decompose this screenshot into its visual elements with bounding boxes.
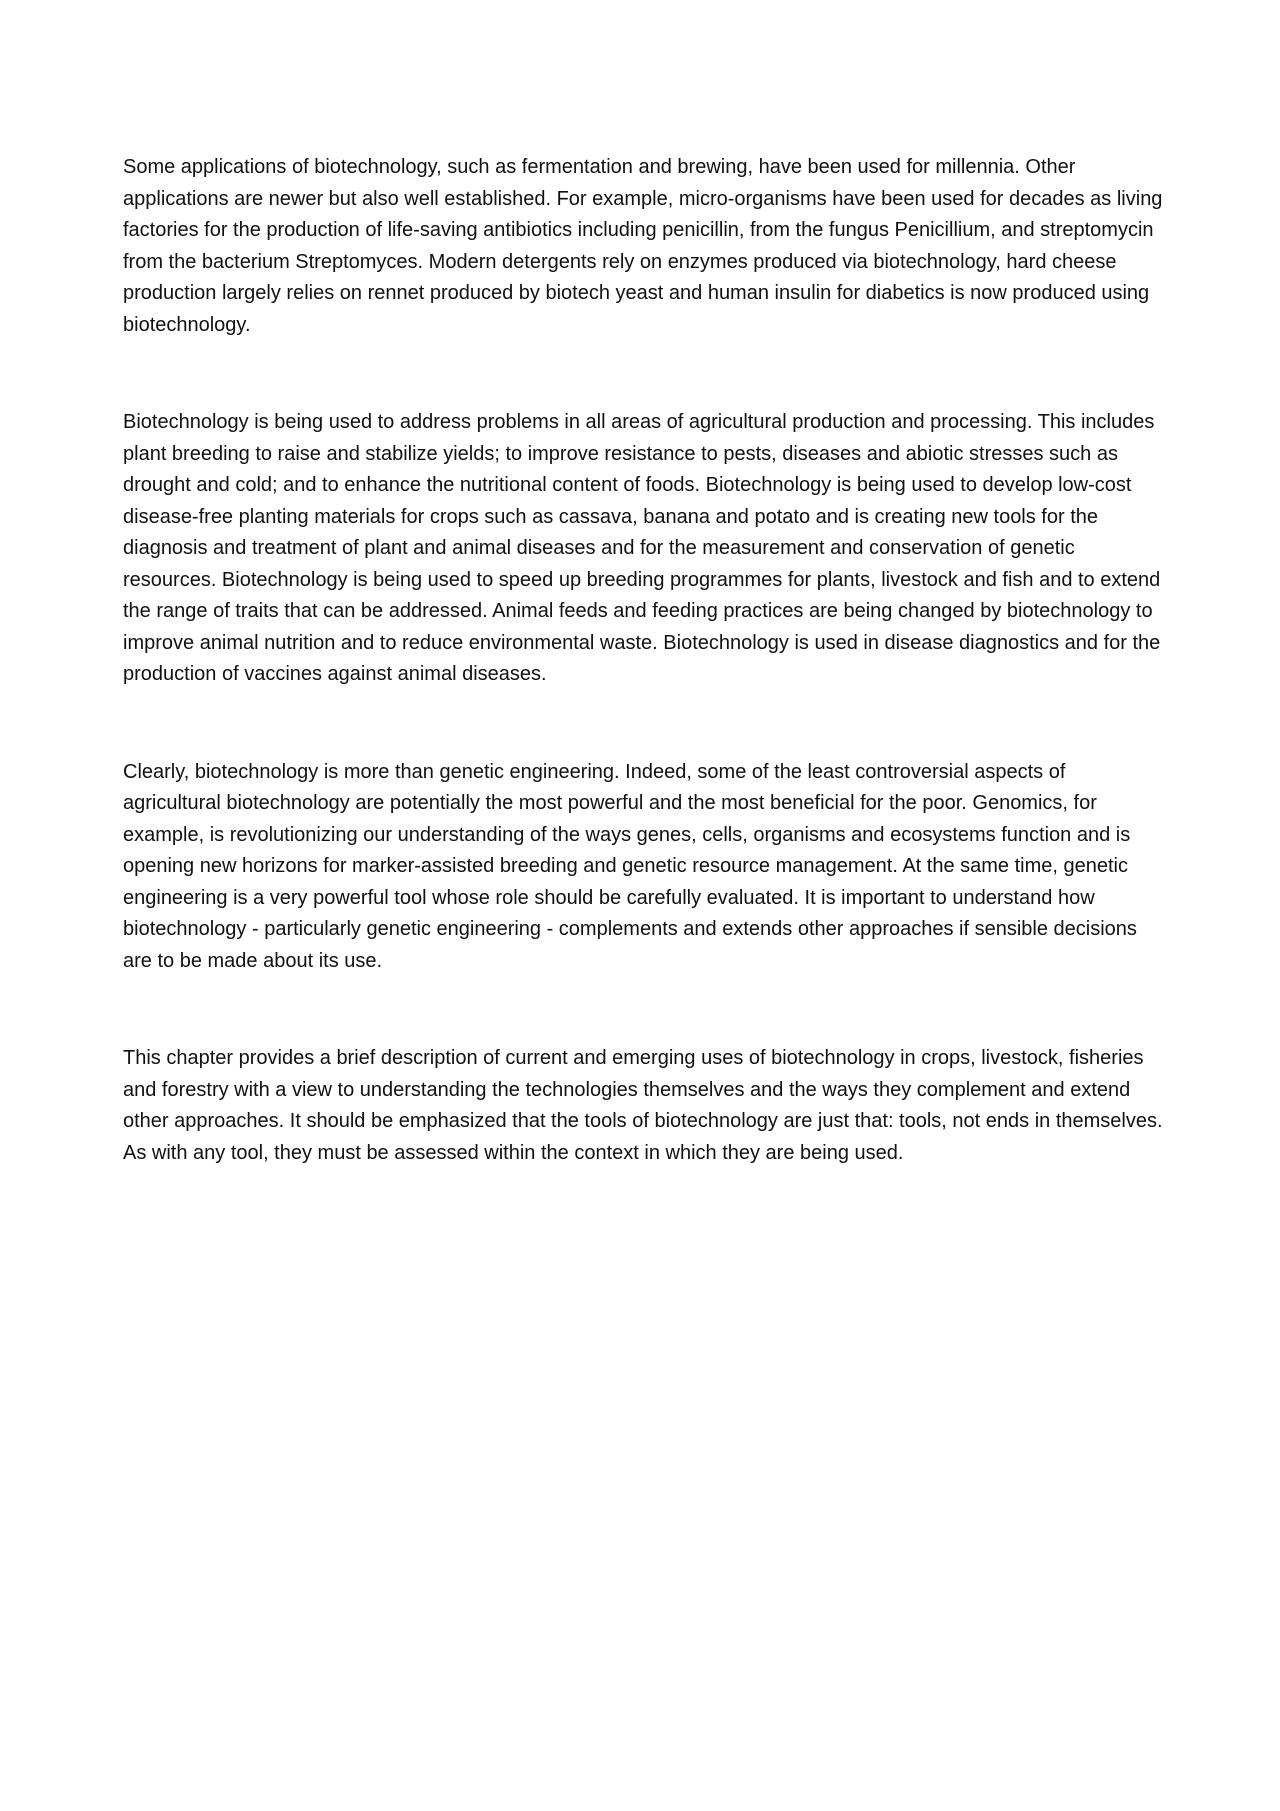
paragraph-agricultural-uses: Biotechnology is being used to address problems in all areas of agricultural production and processing. This includes plant breeding to raise and stabilize yields; to improve resistance to pests, diseases and abiotic stresses such as drought and cold; and to enhance the nutritional content of foods. Biotechnology is being used to develop low-cost disease-free planting materials for crops such as cassava, banana and potato and is creating new tools for the diagnosis and treatment of plant and animal diseases and for the measurement and conservation of genetic resources. Biotechnology is being used to speed up breeding programmes for plants, livestock and fish and to extend the range of traits that can be addressed. Animal feeds and feeding practices are being changed by biotechnology to improve animal nutrition and to reduce environmental waste. Biotechnology is used in disease diagnostics and for the production of vaccines against animal diseases. — [123, 411, 1161, 685]
document-body — [123, 152, 1168, 1169]
paragraph-biotech-history: Some applications of biotechnology, such as fermentation and brewing, have been used for millennia. Other applications are newer but also well established. For example, micro-organisms have been used for decades as living factories for the production of life-saving antibiotics including penicillin, from the fungus Penicillium, and streptomycin from the bacterium Streptomyces. Modern detergents rely on enzymes produced via biotechnology, hard cheese production largely relies on rennet produced by biotech yeast and human insulin for diabetics is now produced using biotechnology. — [123, 156, 1163, 336]
paragraph-genetic-engineering: Clearly, biotechnology is more than genetic engineering. Indeed, some of the least controversial aspects of agricultural biotechnology are potentially the most powerful and the most beneficial for the poor. Genomics, for example, is revolutionizing our understanding of the ways genes, cells, organisms and ecosystems function and is opening new horizons for marker-assisted breeding and genetic resource management. At the same time, genetic engineering is a very powerful tool whose role should be carefully evaluated. It is important to understand how biotechnology - particularly genetic engineering - complements and extends other approaches if sensible decisions are to be made about its use. — [123, 760, 1137, 972]
paragraph-chapter-overview: This chapter provides a brief description of current and emerging uses of biotechnology in crops, livestock, fisheries and forestry with a view to understanding the technologies themselves and the ways they complement and extend other approaches. It should be emphasized that the tools of biotechnology are just that: tools, not ends in themselves. As with any tool, they must be assessed within the context in which they are being used. — [123, 1047, 1163, 1164]
